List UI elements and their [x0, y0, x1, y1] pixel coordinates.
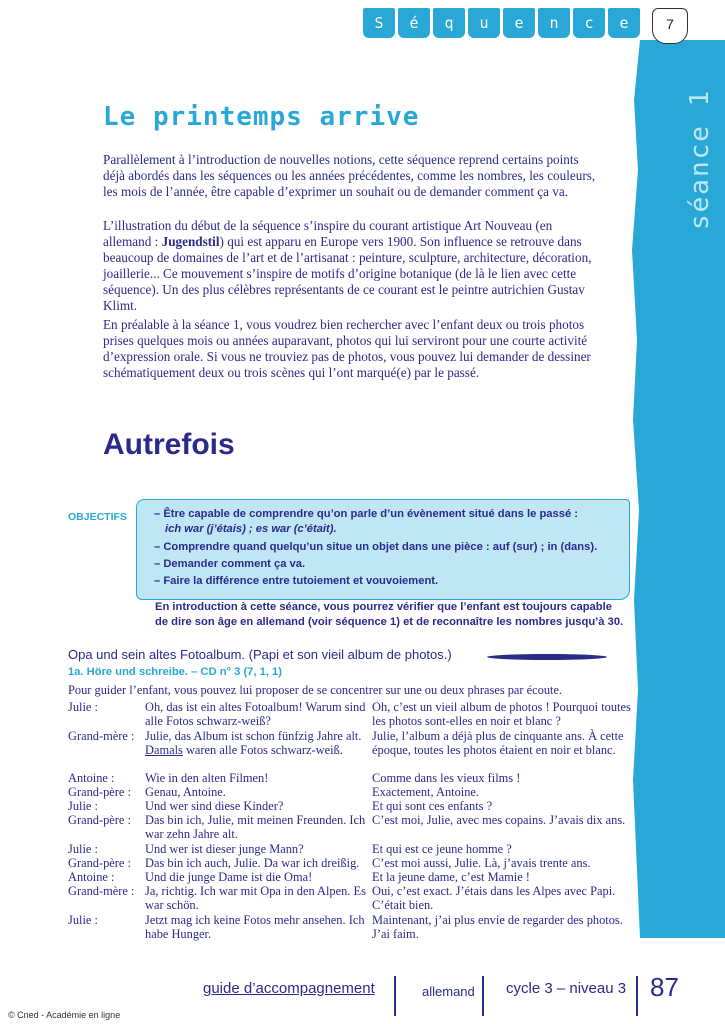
sequence-letter: c — [573, 8, 605, 38]
intro-text: En introduction à cette séance, vous pourrez vérifier que l’enfant est toujours capable de dire son âge en allemand (voir séquence 1) et de reconnaître les nombres jusqu’à 30. — [155, 601, 624, 628]
sequence-letter: e — [503, 8, 535, 38]
page-title: Le printemps arrive — [103, 102, 420, 132]
sequence-letter: é — [398, 8, 430, 38]
paragraph-preparation: En préalable à la séance 1, vous voudrez bien rechercher avec l’enfant deux ou trois photos prises quelques mois ou années auparavant, photos qui lui serviront pour une courte activité d’expression orale. Si vous ne trouviez pas de photos, vous pouvez lui demander de dessiner schématiquement deux ou trois scènes qui l’ont marqué(e) par le passé. — [103, 317, 591, 380]
page-number: 87 — [650, 972, 679, 1002]
brush-stroke — [487, 654, 607, 660]
copyright: © Cned - Académie en ligne — [8, 1010, 121, 1020]
footer-guide: guide d’accompagnement — [203, 980, 375, 997]
objectif-item: – Demander comment ça va. — [154, 558, 306, 570]
sequence-letter: n — [538, 8, 570, 38]
paragraph-art-nouveau: L’illustration du début de la séquence s’inspire du courant artistique Art Nouveau (en allemand : Jugendstil) qui est apparu en Europe vers 1900. Son influence se retrouve dans beaucoup de domaines de l’art et de l’artisanat : peinture, sculpture, architecture, décoration, joaillerie... Ce mouvement s’inspire de motifs d’origine botanique (de là le lien avec cette séquence). Un des plus célèbres représentants de ce courant est le peintre autrichien Gustav Klimt. — [103, 218, 592, 313]
section-title: Autrefois — [103, 428, 235, 461]
guide-text: Pour guider l’enfant, vous pouvez lui proposer de se concentrer sur une ou deux phrases par écoute. — [68, 683, 563, 697]
objectif-item: – Comprendre quand quelqu’un situe un objet dans une pièce : auf (sur) ; in (dans). — [154, 541, 598, 553]
objectif-item: – Faire la différence entre tutoiement et vouvoiement. — [154, 575, 439, 587]
seance-vertical-label: séance 1 — [685, 88, 715, 230]
paragraph-intro: Parallèlement à l’introduction de nouvelles notions, cette séquence reprend certains points déjà abordés dans les séquences ou les années précédentes, comme les nombres, les couleurs, les mois de l’année, être capable d’exprimer un souhait ou de demander comment ça va. — [103, 152, 596, 199]
objectifs-label: OBJECTIFS — [68, 511, 127, 523]
sequence-number: 7 — [652, 8, 688, 44]
sequence-letter: S — [363, 8, 395, 38]
footer-subject: allemand — [422, 984, 475, 999]
sequence-letter: q — [433, 8, 465, 38]
objectif-item: ich war (j’étais) ; es war (c’était). — [165, 523, 337, 535]
footer-divider — [394, 976, 396, 1016]
footer-divider — [636, 976, 638, 1016]
sequence-letter: e — [608, 8, 640, 38]
exercise-title: 1a. Höre und schreibe. – CD n° 3 (7, 1, 1) — [68, 666, 282, 678]
footer-divider — [482, 976, 484, 1016]
page: séance 1 S é q u e n c e 7 Le printemps arrive Parallèlement à l’introduction de nouvelles notions, cette séquence reprend certains points déjà abordés dans les séquences ou les années précédentes, comme les nombres, les couleurs, les mois de l’année, être capable d’exprimer un souhait ou de demander comment ça va. L’illustration du début de la séquence s’inspire du courant artistique Art Nouveau (en allemand : Jugendstil) qui est apparu en Europe vers 1900. Son influence se retrouve dans beaucoup de domaines de l’art et de l’artisanat : peinture, sculpture, architecture, décoration, joaillerie... Ce mouvement s’inspire de motifs d’origine botanique (de là le lien avec cette séquence). Un des plus célèbres représentants de ce courant est le peintre autrichien Gustav Klimt. En préalable à la séance 1, vous voudrez bien rechercher avec l’enfant deux ou trois photos prises quelques mois ou années auparavant, photos qui lui serviront pour une courte activité d’expression orale. Si vous ne trouviez pas de photos, vous pouvez lui demander de dessiner schématiquement deux ou trois scènes qui l’ont marqué(e) par le passé. Autrefois OBJECTIFS – Être capable de comprendre qu’on parle d’un évènement situé dans le passé : ich war (j’étais) ; es war (c’était). – Comprendre quand quelqu’un situe un objet dans une pièce : auf (sur) ; in (dans). – Demander comment ça va. – Faire la différence entre tutoiement et vouvoiement. En introduction à cette séance, vous pourrez vérifier que l’enfant est toujours capable de dire son âge en allemand (voir séquence 1) et de reconnaître les nombres jusqu’à 30. Opa und sein altes Fotoalbum. (Papi et son vieil album de photos.) 1a. Höre und schreibe. – CD n° 3 (7, 1, 1) Pour guider l’enfant, vous pouvez lui proposer de se concentrer sur une ou deux phrases par écoute. Julie : Oh, das ist ein altes Fotoalbum! Warum sind alle Fotos schwarz-weiß? Oh, c’est un vieil album de photos ! Pourquoi toutes les photos sont-elles en noir et blanc ? Grand-mère : Julie, das Album ist schon fünfzig Jahre alt. Damals waren alle Fotos schwarz-weiß. Julie, l’album a déjà plus de cinquante ans. À cette époque, toutes les photos étaient en noir et blanc. Antoine : Wie in den alten Filmen! Comme dans les vieux films ! Grand-père : Genau, Antoine. Exactement, Antoine. Julie : Und wer sind diese Kinder? Et qui sont ces enfants ? Grand-père : Das bin ich, Julie, mit meinen Freunden. Ich war zehn Jahre alt. C’est moi, Julie, avec mes copains. J’avais dix ans. Julie : Und wer ist dieser junge Mann? Et qui est ce jeune homme ? Grand-père : Das bin ich auch, Julie. Da war ich dreißig. C’est moi aussi, Julie. Là, j’avais trente ans. Antoine : Und die junge Dame ist die Oma! Et la jeune dame, c’est Mamie ! Grand-mère : Ja, richtig. Ich war mit Opa in den Alpen. Es war schön. Oui, c’est exact. J’étais dans les Alpes avec Papi. C’était bien. Julie : Jetzt mag ich keine Fotos mehr ansehen. Ich habe Hunger. Maintenant, j’ai plus envie de regarder des photos. J’ai faim. guide d’accompagnement allemand cycle 3 – niveau 3 87 © Cned - Académie en ligne — [0, 0, 725, 1024]
objectif-item: – Être capable de comprendre qu’on parle d’un évènement situé dans le passé : — [154, 508, 579, 520]
sequence-letter: u — [468, 8, 500, 38]
footer-cycle: cycle 3 – niveau 3 — [506, 980, 627, 997]
dialogue-title: Opa und sein altes Fotoalbum. (Papi et son vieil album de photos.) — [68, 647, 452, 662]
